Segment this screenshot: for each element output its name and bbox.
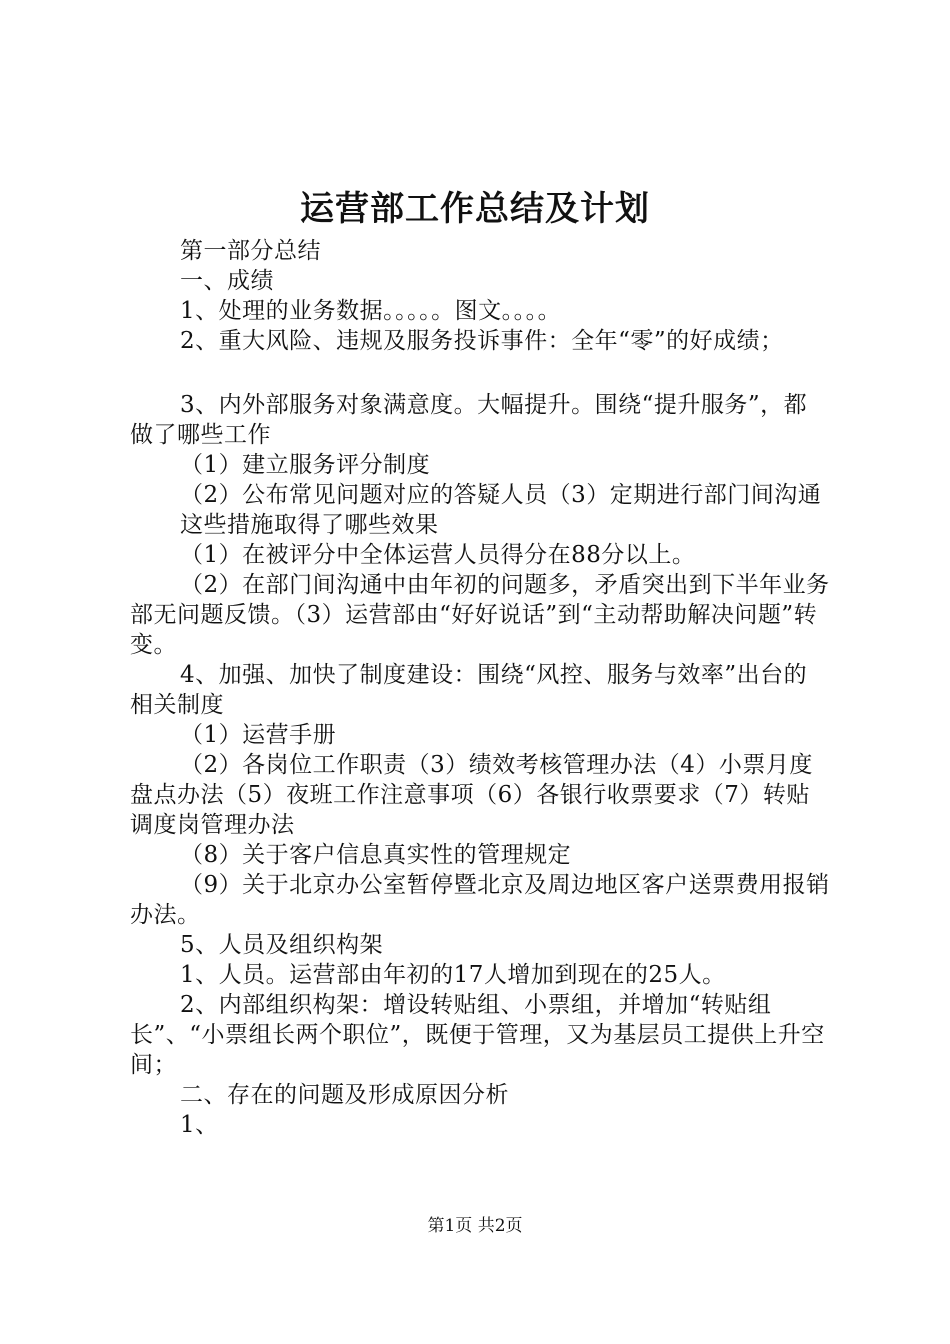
paragraph: 这些措施取得了哪些效果: [180, 512, 439, 538]
paragraph: 5、人员及组织构架: [180, 932, 384, 958]
paragraph: 3、内外部服务对象满意度。大幅提升。围绕“提升服务”，都做了哪些工作: [130, 392, 808, 448]
subsection-heading: 一、成绩: [180, 268, 274, 294]
list-item: （2）在部门间沟通中由年初的问题多，矛盾突出到下半年业务部无问题反馈。（3）运营部由“好好说话”到“主动帮助解决问题”转变。: [130, 572, 830, 658]
list-item: （9）关于北京办公室暂停暨北京及周边地区客户送票费用报销办法。: [130, 872, 830, 928]
paragraph: 1、处理的业务数据。。。。。图文。。。。: [180, 298, 562, 324]
paragraph: 2、重大风险、违规及服务投诉事件：全年“零”的好成绩；: [180, 328, 784, 354]
list-item: （8）关于客户信息真实性的管理规定: [180, 842, 572, 868]
paragraph: 2、内部组织构架：增设转贴组、小票组，并增加“转贴组长”、“小票组长两个职位”，既便于管理，又为基层员工提供上升空间；: [130, 992, 825, 1078]
paragraph: 1、: [180, 1112, 219, 1138]
blank-line: [130, 356, 830, 390]
page-title: 运营部工作总结及计划: [300, 189, 650, 229]
list-item: （2）公布常见问题对应的答疑人员（3）定期进行部门间沟通: [180, 482, 822, 508]
document-body: [130, 236, 830, 1140]
list-item: （1）在被评分中全体运营人员得分在88分以上。: [180, 542, 696, 568]
list-item: （1）运营手册: [180, 722, 337, 748]
list-item: （1）建立服务评分制度: [180, 452, 431, 478]
list-item: （2）各岗位工作职责（3）绩效考核管理办法（4）小票月度盘点办法（5）夜班工作注意事项（6）各银行收票要求（7）转贴调度岗管理办法: [130, 752, 813, 838]
paragraph: 1、人员。运营部由年初的17人增加到现在的25人。: [180, 962, 726, 988]
page-footer: 第1页 共2页: [427, 1216, 523, 1236]
paragraph: 4、加强、加快了制度建设：围绕“风控、服务与效率”出台的相关制度: [130, 662, 808, 718]
subsection-heading: 二、存在的问题及形成原因分析: [180, 1082, 509, 1108]
section-heading: 第一部分总结: [180, 238, 321, 264]
